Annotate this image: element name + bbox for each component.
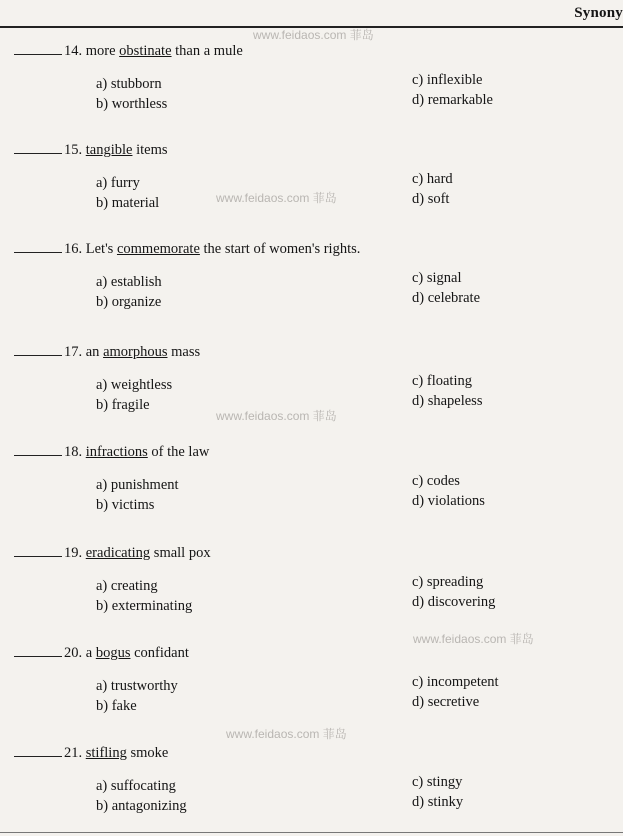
question-text-post: smoke: [126, 745, 169, 761]
option-d[interactable]: d) discovering: [412, 594, 496, 610]
question-text-post: small pox: [150, 545, 211, 561]
target-word: tangible: [85, 142, 133, 158]
option-c[interactable]: c) incompetent: [412, 674, 499, 690]
question-number: 19.: [64, 545, 83, 561]
option-a[interactable]: a) punishment: [96, 477, 179, 493]
option-b[interactable]: b) material: [96, 195, 160, 211]
question-text-post: the start of women's rights.: [199, 241, 361, 257]
answer-blank[interactable]: [14, 443, 62, 456]
question-number: 21.: [64, 745, 83, 761]
option-c[interactable]: c) signal: [412, 270, 462, 286]
target-word: obstinate: [119, 43, 172, 59]
question-text-post: confidant: [130, 645, 189, 661]
target-word: infractions: [85, 444, 148, 460]
target-word: commemorate: [116, 241, 200, 257]
question-text-pre: a: [85, 645, 96, 661]
option-a[interactable]: a) furry: [96, 175, 140, 191]
page-header-title: Synony: [574, 5, 623, 21]
watermark-5: www.feidaos.com 菲岛: [226, 727, 347, 741]
question-text-pre: more: [85, 43, 120, 59]
option-a[interactable]: a) weightless: [96, 377, 173, 393]
option-c[interactable]: c) inflexible: [412, 72, 483, 88]
watermark-3: www.feidaos.com 菲岛: [216, 409, 337, 423]
question-text-post: mass: [167, 344, 201, 360]
answer-blank[interactable]: [14, 744, 62, 757]
question-text-post: than a mule: [171, 43, 243, 59]
question-number: 14.: [64, 43, 83, 59]
question-text-pre: an: [85, 344, 104, 360]
option-b[interactable]: b) fragile: [96, 397, 150, 413]
question-text-post: items: [132, 142, 168, 158]
target-word: amorphous: [103, 344, 168, 360]
question-number: 17.: [64, 344, 83, 360]
option-b[interactable]: b) exterminating: [96, 598, 193, 614]
target-word: bogus: [95, 645, 131, 661]
option-b[interactable]: b) worthless: [96, 96, 168, 112]
option-b[interactable]: b) victims: [96, 497, 155, 513]
question-number: 20.: [64, 645, 83, 661]
option-c[interactable]: c) stingy: [412, 774, 463, 790]
answer-blank[interactable]: [14, 544, 62, 557]
option-d[interactable]: d) celebrate: [412, 290, 481, 306]
option-b[interactable]: b) fake: [96, 698, 137, 714]
answer-blank[interactable]: [14, 343, 62, 356]
option-c[interactable]: c) spreading: [412, 574, 484, 590]
question-number: 16.: [64, 241, 83, 257]
option-b[interactable]: b) antagonizing: [96, 798, 187, 814]
option-a[interactable]: a) creating: [96, 578, 158, 594]
option-a[interactable]: a) establish: [96, 274, 162, 290]
option-a[interactable]: a) stubborn: [96, 76, 162, 92]
option-d[interactable]: d) stinky: [412, 794, 464, 810]
footer-rule: [0, 832, 623, 833]
option-d[interactable]: d) secretive: [412, 694, 480, 710]
answer-blank[interactable]: [14, 644, 62, 657]
option-a[interactable]: a) suffocating: [96, 778, 176, 794]
answer-blank[interactable]: [14, 42, 62, 55]
option-c[interactable]: c) codes: [412, 473, 460, 489]
watermark-2: www.feidaos.com 菲岛: [216, 191, 337, 205]
question-number: 18.: [64, 444, 83, 460]
option-d[interactable]: d) violations: [412, 493, 485, 509]
answer-blank[interactable]: [14, 141, 62, 154]
watermark-1: www.feidaos.com 菲岛: [253, 28, 374, 42]
question-number: 15.: [64, 142, 83, 158]
target-word: stifling: [85, 745, 127, 761]
option-d[interactable]: d) shapeless: [412, 393, 483, 409]
question-text-post: of the law: [147, 444, 210, 460]
target-word: eradicating: [85, 545, 151, 561]
answer-blank[interactable]: [14, 240, 62, 253]
watermark-4: www.feidaos.com 菲岛: [413, 632, 534, 646]
option-c[interactable]: c) hard: [412, 171, 453, 187]
question-text-pre: Let's: [85, 241, 117, 257]
option-d[interactable]: d) remarkable: [412, 92, 493, 108]
option-b[interactable]: b) organize: [96, 294, 162, 310]
option-a[interactable]: a) trustworthy: [96, 678, 178, 694]
option-d[interactable]: d) soft: [412, 191, 450, 207]
option-c[interactable]: c) floating: [412, 373, 472, 389]
